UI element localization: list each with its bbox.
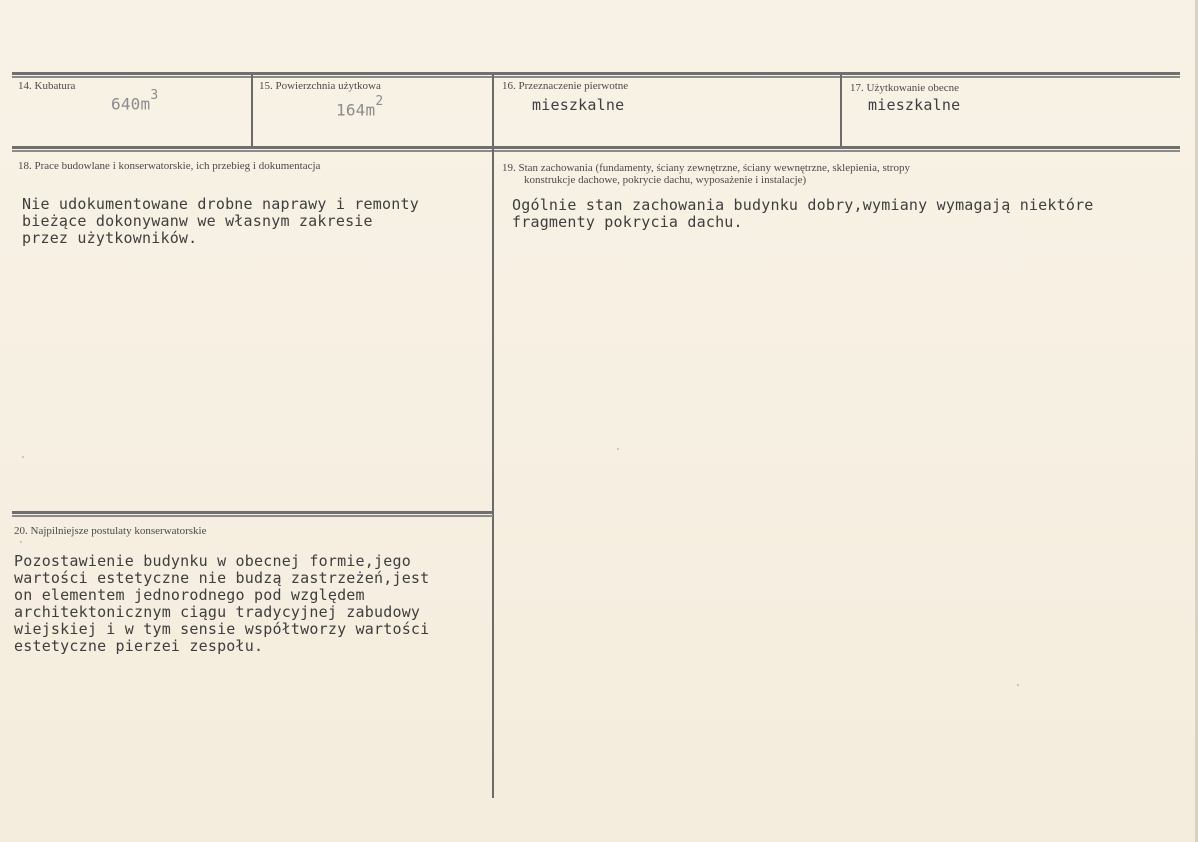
field20-text [14,553,429,655]
field20-top-rule-inner [12,515,493,517]
paper-speck [617,448,619,450]
divider-16-17 [840,74,842,147]
main-column-divider [492,148,494,798]
field18-line-2: bieżące dokonywanw we własnym zakresie [22,212,373,230]
field18-line-3: przez użytkowników. [22,229,198,247]
field14-value-sup: 3 [150,88,159,103]
field15-value-sup: 2 [375,94,384,109]
field19-label-line1: 19. Stan zachowania (fundamenty, ściany zewnętrzne, ściany wewnętrzne, sklepienia, stropy [502,162,910,174]
field20-line-3: on elementem jednorodnego pod względem [14,586,365,604]
field20-top-rule [12,511,493,514]
divider-14-15 [251,74,253,147]
field20-line-5: wiejskiej i w tym sensie współtworzy wartości [14,620,430,638]
row1-bottom-rule [12,146,1180,149]
paper-speck [22,456,24,458]
field20-line-1: Pozostawienie budynku w obecnej formie,jego [14,552,411,570]
field14-label: 14. Kubatura [18,80,76,92]
field20-line-2: wartości estetyczne nie budzą zastrzeżeń,jest [14,569,430,587]
field14-value [111,88,159,114]
field20-line-6: estetyczne pierzei zespołu. [14,637,264,655]
field16-value: mieszkalne [532,96,625,114]
divider-15-16 [492,74,494,147]
top-rule-inner [12,76,1180,78]
row1-bottom-rule-inner [12,150,1180,152]
field17-label: 17. Użytkowanie obecne [850,82,960,94]
field18-label: 18. Prace budowlane i konserwatorskie, ich przebieg i dokumentacja [18,160,321,172]
field15-value-text: 164m [336,100,376,120]
field14-value-text: 640m [111,94,151,114]
field15-value [336,94,384,120]
field17-value: mieszkalne [868,96,961,114]
paper-speck [1017,684,1019,686]
field19-line-2: fragmenty pokrycia dachu. [512,213,743,231]
field20-line-4: architektonicznym ciągu tradycyjnej zabudowy [14,603,421,621]
top-rule [12,72,1180,75]
field15-label: 15. Powierzchnia użytkowa [259,80,381,92]
field18-line-1: Nie udokumentowane drobne naprawy i remonty [22,195,419,213]
paper-speck [20,541,22,543]
field19-line-1: Ogólnie stan zachowania budynku dobry,wymiany wymagają niektóre [512,196,1094,214]
field20-label: 20. Najpilniejsze postulaty konserwatorskie [14,525,207,537]
field19-text [512,197,1094,231]
field16-label: 16. Przeznaczenie pierwotne [502,80,629,92]
field19-label-line2: konstrukcje dachowe, pokrycie dachu, wyposażenie i instalacje) [524,174,807,186]
field18-text [22,196,419,247]
